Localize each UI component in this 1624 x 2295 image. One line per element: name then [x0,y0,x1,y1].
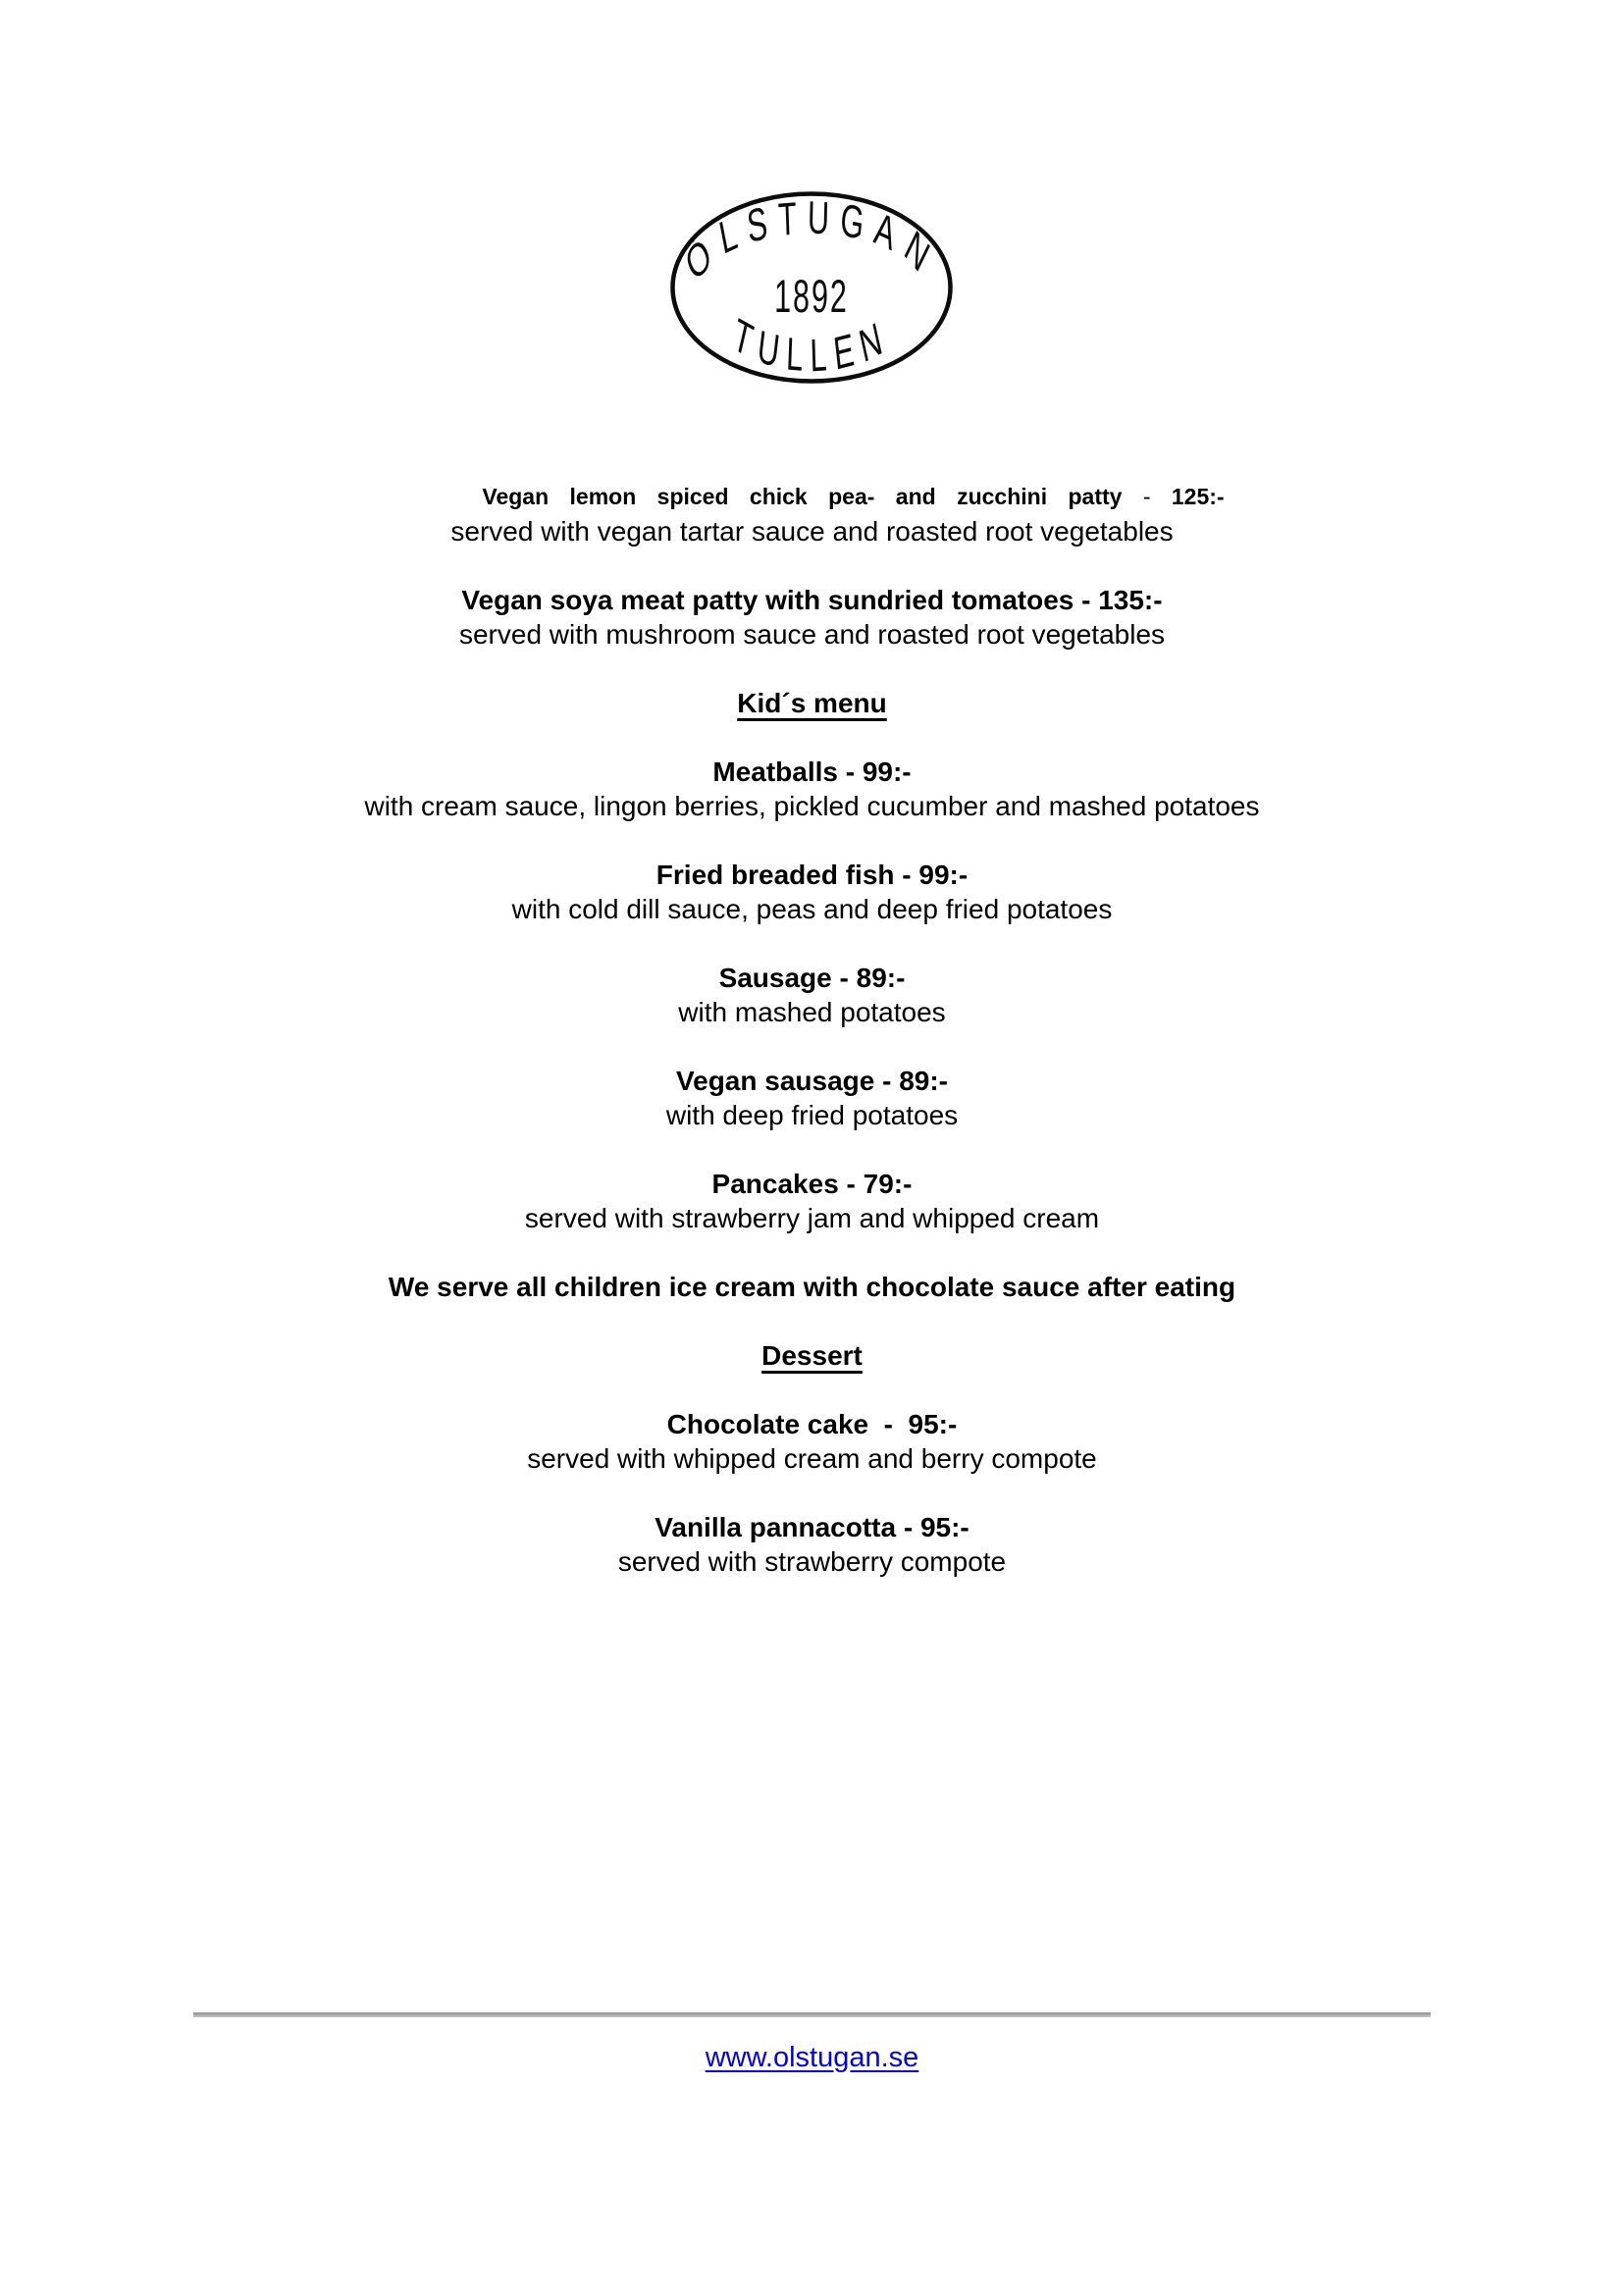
item-title: Vanilla pannacotta - 95:- [655,1512,969,1542]
item-description: with cold dill sauce, peas and deep fried potatoes [511,894,1113,924]
website-link[interactable]: www.olstugan.se [705,2042,919,2073]
footer [0,2040,1624,2075]
kids-menu-heading: Kid´s menu [737,688,887,718]
logo-arc-top-text: ÖLSTUGAN [679,191,944,292]
item-title: Sausage - 89:- [718,963,906,993]
restaurant-logo [669,191,954,384]
item-title: Chocolate cake - 95:- [666,1409,958,1439]
item-title: Pancakes - 79:- [711,1169,913,1199]
note-text: We serve all children ice cream with chocolate sauce after eating [388,1272,1236,1302]
footer-divider-line [193,2012,1431,2017]
menu-item-fried-fish [0,858,1624,926]
item-description: served with vegan tartar sauce and roasted root vegetables [450,516,1174,547]
item-description: with mashed potatoes [678,997,946,1027]
dessert-section [0,1338,1624,1373]
menu-item-soya-patty [0,583,1624,652]
menu-item-vegan-patty [0,480,1624,548]
item-title: Vegan sausage - 89:- [675,1066,948,1096]
dessert-heading: Dessert [761,1340,863,1371]
logo-arc-bottom-text: TULLEN [728,309,895,383]
menu-item-chocolate-cake [0,1407,1624,1476]
menu-item-sausage [0,961,1624,1029]
item-description: served with mushroom sauce and roasted root vegetables [458,619,1166,650]
item-description: served with whipped cream and berry compote [527,1443,1097,1474]
menu-item-vanilla-pannacotta [0,1510,1624,1579]
item-description: served with strawberry compote [617,1546,1007,1577]
menu-item-pancakes [0,1167,1624,1235]
menu-item-meatballs [0,755,1624,823]
item-title [82,480,1624,514]
item-title-dash: - [1142,484,1151,509]
item-title-text: Vegan lemon spiced chick pea- and zucchini patty [482,484,1123,509]
item-title: Fried breaded fish - 99:- [655,860,969,890]
item-title: Meatballs - 99:- [712,756,912,787]
item-description: served with strawberry jam and whipped cream [524,1203,1100,1233]
logo-year-text: 1892 [774,271,849,323]
kids-menu-section [0,686,1624,720]
item-price: 125:- [1171,484,1225,509]
item-description: with deep fried potatoes [665,1100,959,1130]
item-description: with cream sauce, lingon berries, pickled cucumber and mashed potatoes [364,791,1260,821]
item-title: Vegan soya meat patty with sundried tomatoes - 135:- [461,585,1163,615]
menu-content [0,480,1624,1613]
kids-ice-cream-note [0,1270,1624,1304]
menu-item-vegan-sausage [0,1064,1624,1132]
